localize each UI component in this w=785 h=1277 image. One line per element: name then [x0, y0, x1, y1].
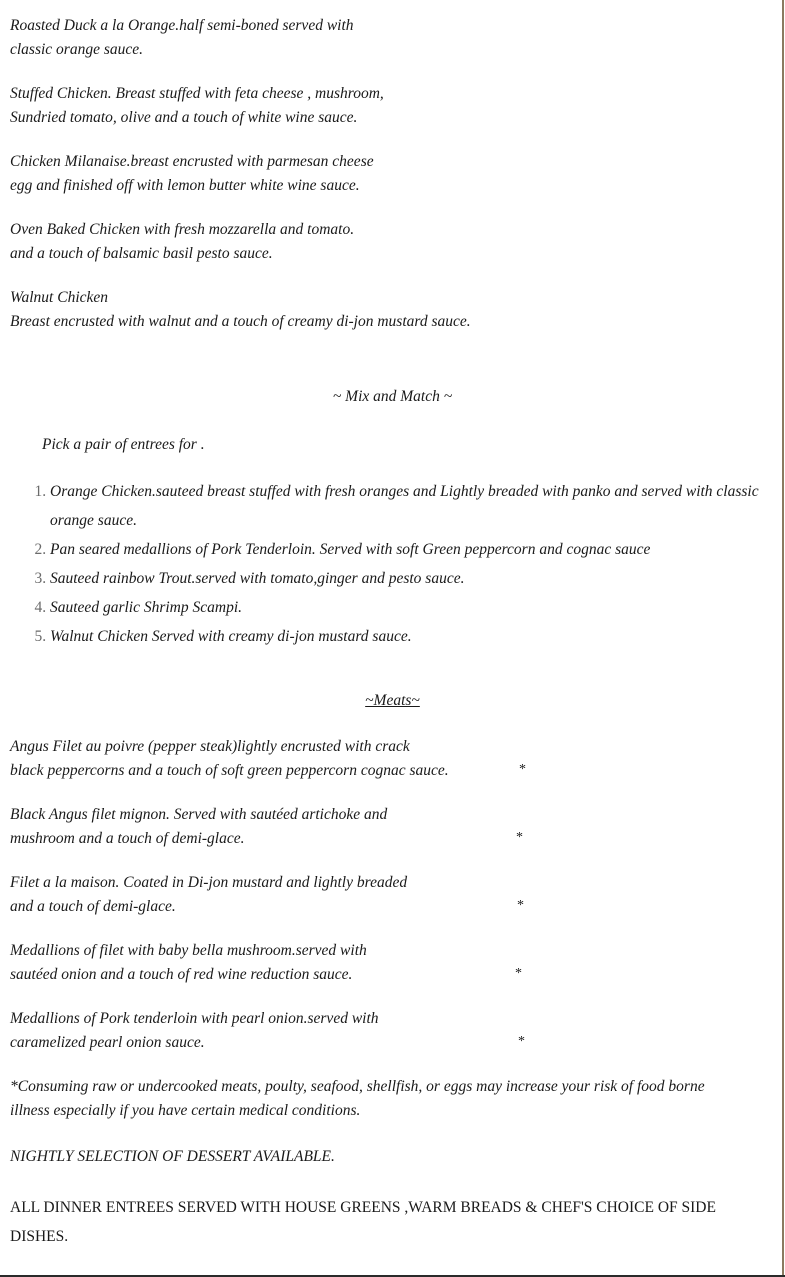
item-line: Oven Baked Chicken with fresh mozzarella and tomato. — [10, 221, 355, 238]
menu-item-stuffed-chicken — [10, 82, 384, 130]
menu-item-roasted-duck — [10, 14, 354, 62]
marker-asterisk: * — [517, 898, 524, 913]
item-line: Walnut Chicken — [10, 289, 109, 306]
marker-asterisk: * — [516, 830, 523, 845]
item-line: and a touch of demi-glace. — [10, 898, 176, 915]
item-line: Roasted Duck a la Orange.half semi-boned served with — [10, 17, 354, 34]
item-line: egg and finished off with lemon butter white wine sauce. — [10, 177, 360, 194]
list-item: 2. Pan seared medallions of Pork Tenderloin. Served with soft Green peppercorn and cognac sauce — [50, 535, 780, 564]
meats-heading: ~Meats~ — [365, 692, 420, 709]
item-line: mushroom and a touch of demi-glace. — [10, 830, 245, 847]
item-line: black peppercorns and a touch of soft green peppercorn cognac sauce. — [10, 762, 449, 779]
menu-item-medallions-filet — [10, 939, 367, 987]
item-line: Stuffed Chicken. Breast stuffed with feta cheese , mushroom, — [10, 85, 384, 102]
item-line: Filet a la maison. Coated in Di-jon mustard and lightly breaded — [10, 874, 408, 891]
item-line: Sundried tomato, olive and a touch of white wine sauce. — [10, 109, 358, 126]
all-dinner-note: ALL DINNER ENTREES SERVED WITH HOUSE GREENS ,WARM BREADS & CHEF'S CHOICE OF SIDE DISHES. — [10, 1199, 716, 1245]
list-item: 3. Sauteed rainbow Trout.served with tomato,ginger and pesto sauce. — [50, 564, 780, 593]
food-safety-notice — [10, 1075, 750, 1123]
menu-item-black-angus-filet — [10, 803, 387, 851]
menu-item-filet-a-la-maison — [10, 871, 407, 919]
page-border-right — [782, 0, 784, 1277]
item-line: Medallions of filet with baby bella mushroom.served with — [10, 942, 367, 959]
item-line: sautéed onion and a touch of red wine reduction sauce. — [10, 966, 353, 983]
item-line: Black Angus filet mignon. Served with sautéed artichoke and — [10, 806, 388, 823]
menu-item-chicken-milanaise — [10, 150, 374, 198]
menu-item-walnut-chicken — [10, 286, 471, 334]
notice-line: illness especially if you have certain medical conditions. — [10, 1102, 361, 1119]
menu-item-oven-baked-chicken — [10, 218, 354, 266]
marker-asterisk: * — [519, 762, 526, 777]
item-line: Breast encrusted with walnut and a touch of creamy di-jon mustard sauce. — [10, 313, 471, 330]
list-item: 1. Orange Chicken.sauteed breast stuffed with fresh oranges and Lightly breaded with panko and served with classic orange sauce. — [50, 477, 780, 535]
mix-match-list — [10, 477, 780, 651]
item-line: Chicken Milanaise.breast encrusted with parmesan cheese — [10, 153, 374, 170]
menu-item-angus-filet-au-poivre — [10, 735, 449, 783]
marker-asterisk: * — [515, 966, 522, 981]
notice-line: *Consuming raw or undercooked meats, poulty, seafood, shellfish, or eggs may increase your risk of food borne — [10, 1078, 705, 1095]
pick-pair-text: Pick a pair of entrees for . — [42, 436, 205, 453]
item-line: Angus Filet au poivre (pepper steak)lightly encrusted with crack — [10, 738, 410, 755]
item-line: classic orange sauce. — [10, 41, 144, 58]
list-item: 4. Sauteed garlic Shrimp Scampi. — [50, 593, 780, 622]
item-line: Medallions of Pork tenderloin with pearl onion.served with — [10, 1010, 379, 1027]
item-line: and a touch of balsamic basil pesto sauce. — [10, 245, 273, 262]
marker-asterisk: * — [518, 1034, 525, 1049]
dessert-note: NIGHTLY SELECTION OF DESSERT AVAILABLE. — [10, 1148, 335, 1165]
item-line: caramelized pearl onion sauce. — [10, 1034, 205, 1051]
mix-match-heading: ~ Mix and Match ~ — [332, 388, 453, 405]
menu-item-medallions-pork — [10, 1007, 379, 1055]
list-item: 5. Walnut Chicken Served with creamy di-jon mustard sauce. — [50, 622, 780, 651]
